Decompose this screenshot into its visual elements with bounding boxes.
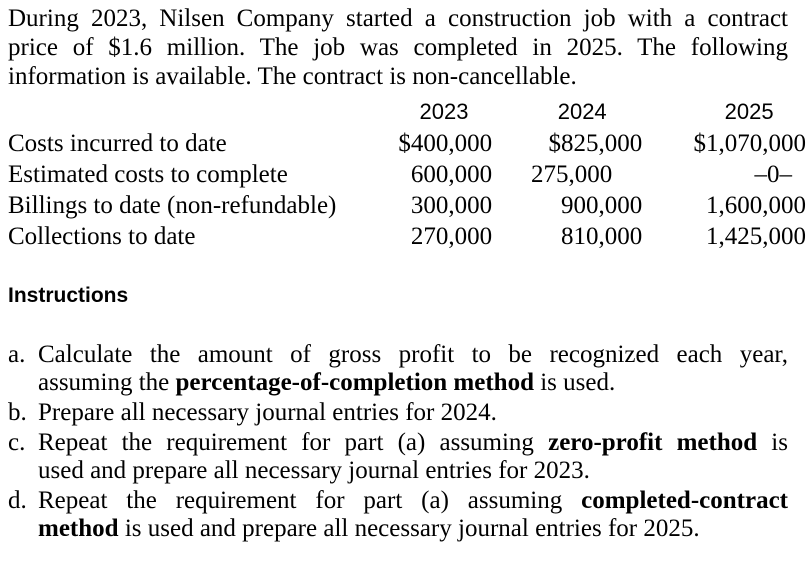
item-d-method: completed-contract (581, 487, 788, 514)
item-marker: b. (8, 399, 27, 426)
item-d-text: Repeat the requirement for part (a) assuming (38, 487, 582, 514)
table-row (8, 159, 806, 190)
cell-2024: 275,000 (530, 161, 613, 188)
intro-line-2: price of $1.6 million. The job was completed in 2025. The following (8, 34, 788, 61)
cell-2024: $825,000 (548, 130, 643, 157)
item-c-text-end: is (757, 429, 788, 456)
cell-2023: 270,000 (410, 223, 493, 250)
problem-intro (8, 4, 788, 91)
intro-line-3: information is available. The contract is non-cancellable. (8, 63, 577, 90)
cell-2024: 810,000 (560, 223, 643, 250)
item-marker: a. (8, 341, 26, 368)
item-c-text: Repeat the requirement for part (a) assuming (38, 429, 549, 456)
table-header-row (8, 96, 806, 128)
item-d-line-2 (38, 515, 788, 543)
cell-2023: 300,000 (410, 192, 493, 219)
table-row (8, 221, 806, 252)
list-item (8, 429, 788, 485)
cell-2023: 600,000 (410, 161, 493, 188)
item-c-method: zero-profit method (548, 429, 758, 456)
cell-2025: $1,070,000 (693, 130, 806, 157)
item-marker: d. (8, 487, 27, 514)
row-label: Costs incurred to date (8, 130, 227, 157)
instructions-list (8, 341, 788, 545)
cell-2025: 1,600,000 (706, 192, 806, 219)
intro-line-1: During 2023, Nilsen Company started a construction job with a contract (8, 5, 788, 32)
item-b-line-1: Prepare all necessary journal entries for 2024. (38, 399, 497, 426)
header-year-2024: 2024 (557, 99, 607, 124)
row-label: Billings to date (non-refundable) (8, 192, 337, 219)
item-a-line-1: Calculate the amount of gross profit to be recognized each year, (38, 341, 788, 368)
table-row (8, 128, 806, 159)
item-c-line-2: used and prepare all necessary journal entries for 2023. (38, 457, 590, 484)
cell-2023: $400,000 (398, 130, 493, 157)
cell-2024: 900,000 (560, 192, 643, 219)
item-a-text: assuming the (38, 369, 176, 396)
header-blank (8, 96, 372, 128)
header-year-2025: 2025 (724, 99, 774, 124)
item-marker: c. (8, 429, 26, 456)
instructions-heading: Instructions (8, 284, 129, 307)
list-item (8, 341, 788, 397)
list-item (8, 487, 788, 543)
item-a-line-2 (38, 369, 788, 397)
item-c-line-1 (38, 429, 788, 457)
cell-2025: –0– (754, 161, 792, 188)
contract-data-table (8, 96, 806, 252)
list-item (8, 399, 788, 427)
item-d-method-cont: method (38, 515, 119, 542)
table-row (8, 190, 806, 221)
cell-2025: 1,425,000 (706, 223, 806, 250)
row-label: Collections to date (8, 223, 196, 250)
item-d-text-end: is used and prepare all necessary journal entries for 2025. (118, 515, 700, 542)
row-label: Estimated costs to complete (8, 161, 288, 188)
header-year-2023: 2023 (419, 99, 469, 124)
item-a-method: percentage-of-completion method (175, 369, 534, 396)
item-a-text-end: is used. (533, 369, 616, 396)
item-d-line-1 (38, 487, 788, 515)
